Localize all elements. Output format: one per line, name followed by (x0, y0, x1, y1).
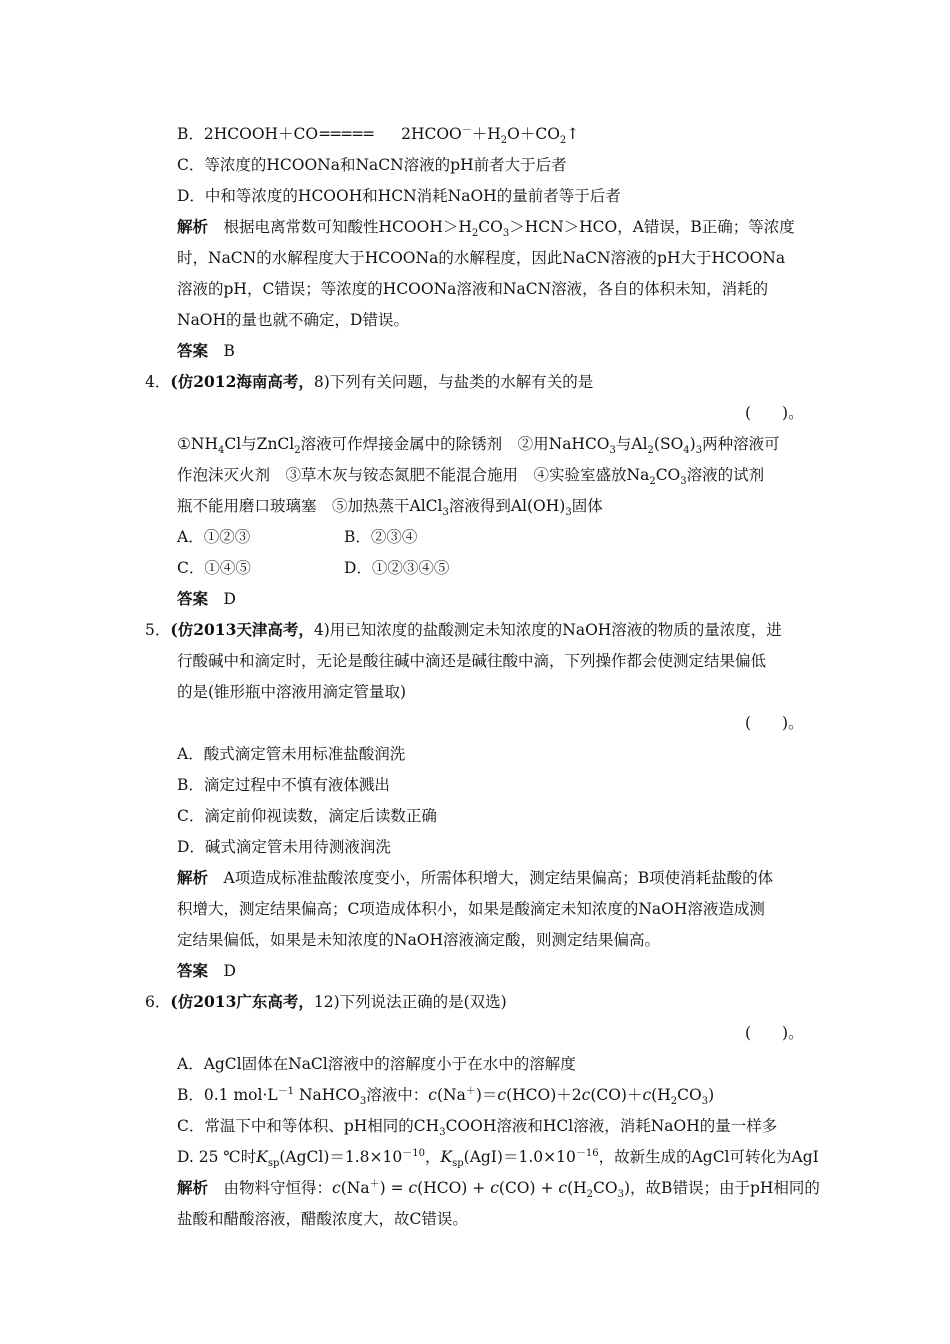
q4-options-row-2 (177, 557, 450, 579)
q3-answer: 答案 B (177, 341, 235, 360)
q6-analysis-line-1: 解析 由物料守恒得：$c(Na^+) = c(HCO) + c(CO) + c(H_2CO_3)$，故B错误；由于pH相同的 (177, 1178, 820, 1201)
q6-stem: 6．(仿2013广东高考，12)下列说法正确的是(双选) (145, 992, 507, 1011)
q5-option-c: C．滴定前仰视读数，滴定后读数正确 (177, 807, 437, 825)
q5-analysis-line-2: 积增大，测定结果偏高；C项造成体积小，如果是酸滴定未知浓度的NaOH溶液造成测 (177, 900, 765, 918)
q6-answer-blank: ( )。 (745, 1024, 804, 1042)
q4-options-row-1 (177, 526, 418, 548)
q5-option-b: B．滴定过程中不慎有液体溅出 (177, 776, 390, 794)
q5-answer-blank: ( )。 (745, 714, 804, 732)
q6-option-b: B．0.1 $mol\cdot L^{-1}$ NaHCO$_3$溶液中：$c(Na^+)=c(HCO)+2c(CO)+c(H_2CO_3)$ (177, 1085, 715, 1108)
q4-option-b: B．②③④ (344, 528, 418, 546)
q5-option-d: D．碱式滴定管未用待测液润洗 (177, 838, 391, 856)
q4-stem: 4．(仿2012海南高考，8)下列有关问题，与盐类的水解有关的是 (145, 372, 594, 391)
q6-analysis-line-2: 盐酸和醋酸溶液，醋酸浓度大，故C错误。 (177, 1210, 468, 1228)
q3-analysis-line-3: 溶液的pH，C错误；等浓度的HCOONa溶液和NaCN溶液，各自的体积未知，消耗的 (177, 280, 769, 298)
q5-answer: 答案 D (177, 961, 236, 980)
analysis-label: 解析 (177, 1178, 209, 1197)
q5-option-a: A．酸式滴定管未用标准盐酸润洗 (177, 745, 406, 763)
q3-analysis-line-1: 解析 根据电离常数可知酸性$HCOOH>H_2CO_3>HCN>HCO$，A错误，B正确；等浓度 (177, 217, 795, 240)
q5-stem-line-3: 的是(锥形瓶中溶液用滴定管量取) (177, 683, 407, 701)
q4-answer-blank: ( )。 (745, 404, 804, 422)
q4-option-d: D．①②③④⑤ (344, 559, 450, 577)
q6-option-d: D. 25 ℃时$K_{sp}(AgCl)=1.8\times 10^{-10}$，$K_{sp}(AgI)=1.0\times 10^{-16}$，故新生成的AgCl可转化为AgI (177, 1147, 819, 1170)
q4-option-c: C．①④⑤ (177, 559, 251, 577)
q5-stem-line-2: 行酸碱中和滴定时，无论是酸往碱中滴还是碱往酸中滴，下列操作都会使测定结果偏低 (177, 652, 767, 670)
q4-items-line-1: $①NH_4Cl$与ZnCl$_2$溶液可作焊接金属中的除锈剂 ②用NaHCO$_3$与$Al_2(SO_4)_3$两种溶液可 (177, 435, 780, 457)
answer-label: 答案 (177, 589, 209, 608)
q4-option-a: A．①②③ (177, 528, 251, 546)
q3-option-b: B．2HCOOH＋CO===== $2HCOO^-+H_2O+CO_2↑$ (177, 124, 580, 147)
q4-items-line-2: 作泡沫灭火剂 ③草木灰与铵态氮肥不能混合施用 ④实验室盛放$Na_2CO_3$溶液的试剂 (177, 466, 765, 488)
analysis-label: 解析 (177, 868, 209, 887)
q3-option-d: D．中和等浓度的HCOOH和HCN消耗NaOH的量前者等于后者 (177, 187, 621, 205)
q5-stem: 5．(仿2013天津高考，4)用已知浓度的盐酸测定未知浓度的NaOH溶液的物质的量浓度，进 (145, 620, 782, 639)
answer-label: 答案 (177, 961, 209, 980)
q6-option-c: C．常温下中和等体积、pH相同的$CH_3COOH$溶液和HCl溶液，消耗NaOH的量一样多 (177, 1117, 778, 1139)
q3-analysis-line-2: 时，NaCN的水解程度大于HCOONa的水解程度，因此NaCN溶液的pH大于HCOONa (177, 249, 786, 267)
q4-answer: 答案 D (177, 589, 236, 608)
answer-label: 答案 (177, 341, 209, 360)
analysis-label: 解析 (177, 217, 209, 236)
q6-option-a: A．AgCl固体在NaCl溶液中的溶解度小于在水中的溶解度 (177, 1055, 576, 1073)
q5-analysis-line-1: 解析 A项造成标准盐酸浓度变小，所需体积增大，测定结果偏高；B项使消耗盐酸的体 (177, 868, 774, 887)
q4-items-line-3: 瓶不能用磨口玻璃塞 ⑤加热蒸干AlCl$_3$溶液得到$Al(OH)_3$固体 (177, 497, 603, 519)
q3-analysis-line-4: NaOH的量也就不确定，D错误。 (177, 311, 409, 329)
q3-option-c: C．等浓度的HCOONa和NaCN溶液的pH前者大于后者 (177, 156, 567, 174)
q5-analysis-line-3: 定结果偏低，如果是未知浓度的NaOH溶液滴定酸，则测定结果偏高。 (177, 931, 661, 949)
